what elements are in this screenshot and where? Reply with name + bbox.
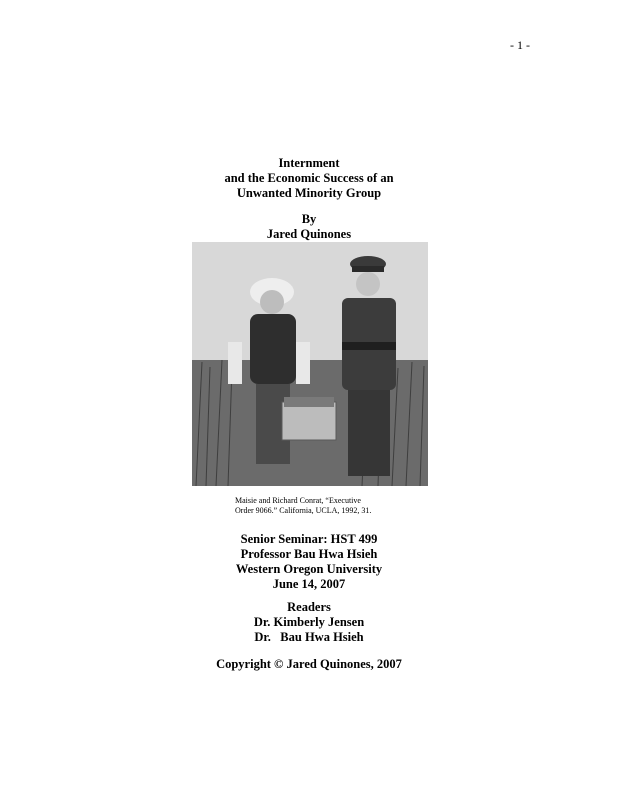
course-name: Senior Seminar: HST 499 xyxy=(240,532,378,546)
readers-heading: Readers xyxy=(287,600,331,614)
reader-name: Dr. Kimberly Jensen xyxy=(253,615,365,629)
professor-name: Professor Bau Hwa Hsieh xyxy=(240,547,378,561)
title-line: Unwanted Minority Group xyxy=(236,186,382,200)
caption-line: Maisie and Richard Conrat, “Executive xyxy=(235,496,361,505)
submission-date: June 14, 2007 xyxy=(272,577,346,591)
author-name: Jared Quinones xyxy=(266,227,352,241)
photo-caption xyxy=(235,496,371,516)
title-line: and the Economic Success of an xyxy=(224,171,394,185)
university-name: Western Oregon University xyxy=(235,562,383,576)
copyright-notice: Copyright © Jared Quinones, 2007 xyxy=(216,657,402,671)
seminar-info xyxy=(0,532,618,592)
document-title xyxy=(0,156,618,201)
cover-photograph xyxy=(192,242,428,486)
byline xyxy=(0,212,618,242)
caption-line: Order 9066.” California, UCLA, 1992, 31. xyxy=(235,506,372,515)
by-label: By xyxy=(301,212,317,226)
readers-block xyxy=(0,600,618,645)
page-number: - 1 - xyxy=(510,38,530,52)
reader-name: Dr. Bau Hwa Hsieh xyxy=(254,630,364,644)
title-line: Internment xyxy=(278,156,340,170)
